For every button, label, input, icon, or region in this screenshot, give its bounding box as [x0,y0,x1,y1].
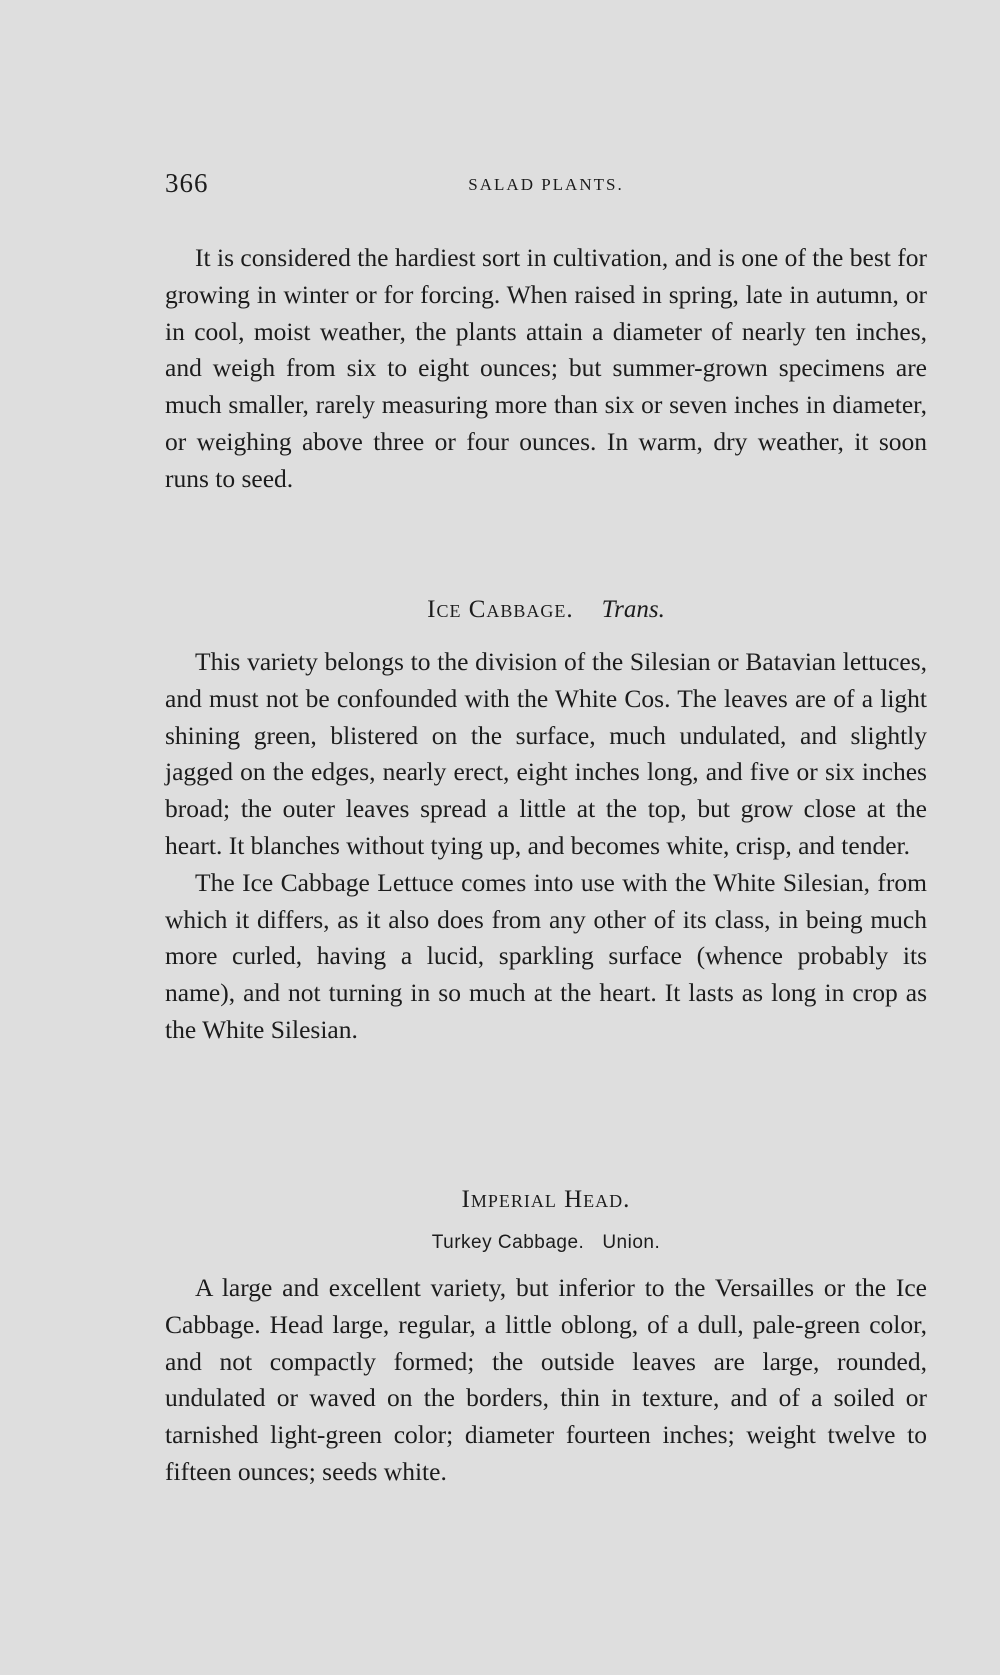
ice-cabbage-heading [165,596,927,624]
running-title: SALAD PLANTS. [468,175,624,194]
imperial-head-section [165,1270,927,1491]
ice-cabbage-note: Trans. [601,596,665,623]
ice-cabbage-title: Ice Cabbage. [427,596,574,623]
imperial-head-synonym: Turkey Cabbage. [431,1232,585,1253]
imperial-head-title: Imperial Head. [461,1186,631,1213]
running-head [165,168,927,204]
intro-paragraph: It is considered the hardiest sort in cultivation, and is one of the best for growing in winter or for forcing. When raised in spring, late in autumn, or in cool, moist weather, the plants attain a diameter of nearly ten inches, and weigh from six to eight ounces; but summer-grown specimens are much smaller, rarely measuring more than six or seven inches in diameter, or weighing above three or four ounces. In warm, dry weather, it soon runs to seed. [165,243,927,493]
imperial-head-paragraph: A large and excellent variety, but inferior to the Versailles or the Ice Cabbage. Head large, regular, a little oblong, of a dull, pale-green color, and not compactly formed; the outside leaves are large, rounded, undulated or waved on the borders, thin in texture, and of a soiled or tarnished light-green color; diameter fourteen inches; weight twelve to fifteen ounces; seeds white. [165,1273,927,1486]
imperial-head-heading [165,1186,927,1214]
page-number: 366 [165,168,209,198]
ice-cabbage-paragraph-1: This variety belongs to the division of the Silesian or Batavian lettuces, and must not be confounded with the White Cos. The leaves are of a light shining green, blistered on the surface, much undulated, and slightly jagged on the edges, nearly erect, eight inches long, and five or six inches broad; the outer leaves spread a little at the top, but grow close at the heart. It blanches without tying up, and becomes white, crisp, and tender. [165,647,927,860]
imperial-head-synonym-line [165,1232,927,1254]
intro-section [165,240,927,498]
ice-cabbage-paragraph-2: The Ice Cabbage Lettuce comes into use with the White Silesian, from which it differs, as it also does from any other of its class, in being much more curled, having a lucid, sparkling surface (whence probably its name), and not turning in so much at the heart. It lasts as long in crop as the White Silesian. [165,867,927,1044]
ice-cabbage-section [165,644,927,1049]
imperial-head-synonym-source: Union. [602,1232,661,1253]
